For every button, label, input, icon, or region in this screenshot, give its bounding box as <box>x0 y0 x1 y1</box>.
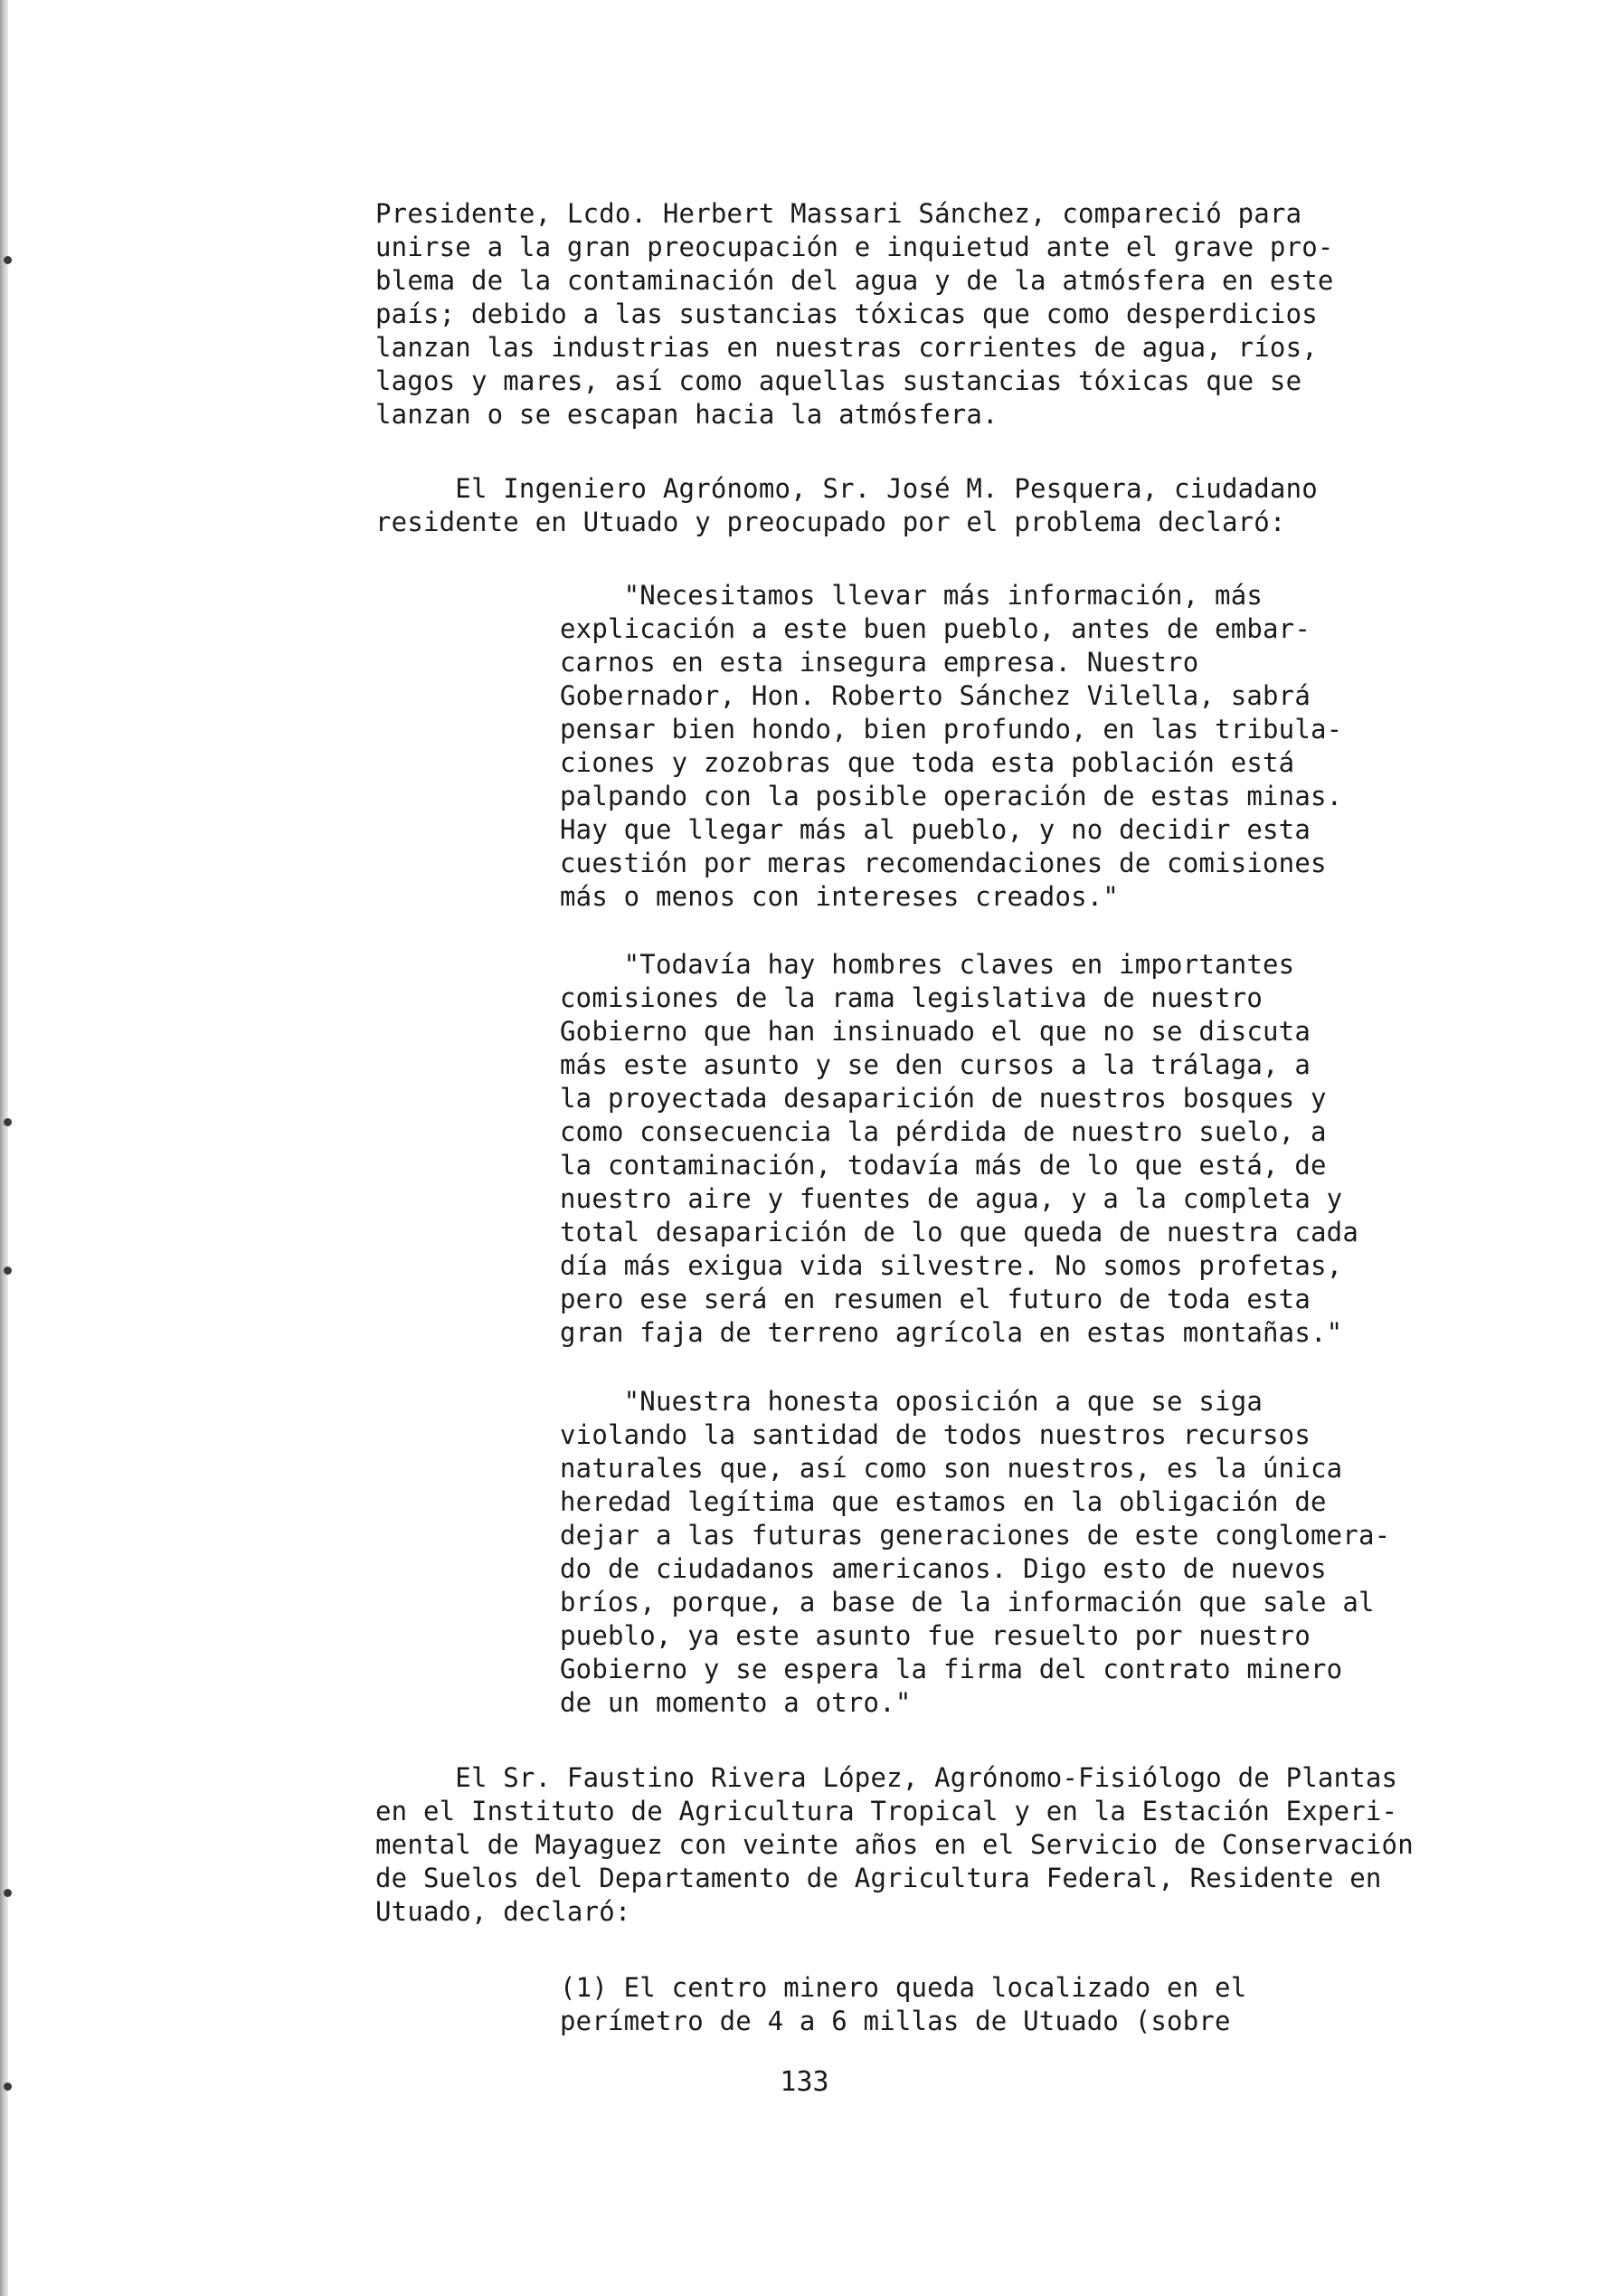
text-line: lanzan las industrias en nuestras corrientes de agua, ríos, <box>375 332 1318 363</box>
text-line: más o menos con intereses creados." <box>560 881 1120 912</box>
text-line: Gobernador, Hon. Roberto Sánchez Vilella, sabrá <box>560 680 1311 711</box>
text-line: Gobierno que han insinuado el que no se discuta <box>560 1016 1311 1047</box>
text-line: lagos y mares, así como aquellas sustancias tóxicas que se <box>375 365 1302 396</box>
text-line: mental de Mayaguez con veinte años en el Servicio de Conservación <box>375 1829 1414 1860</box>
text-line: más este asunto y se den cursos a la trálaga, a <box>560 1049 1311 1080</box>
text-line: naturales que, así como son nuestros, es la única <box>560 1453 1343 1484</box>
text-line: palpando con la posible operación de estas minas. <box>560 781 1343 811</box>
text-line: ciones y zozobras que toda esta población está <box>560 747 1295 778</box>
text-line: "Todavía hay hombres claves en importantes <box>560 949 1295 980</box>
text-line: El Sr. Faustino Rivera López, Agrónomo-Fisiólogo de Plantas <box>375 1762 1398 1793</box>
text-line: "Nuestra honesta oposición a que se siga <box>560 1386 1264 1417</box>
text-line: blema de la contaminación del agua y de la atmósfera en este <box>375 265 1334 296</box>
text-line: la proyectada desaparición de nuestros bosques y <box>560 1083 1327 1114</box>
text-line: como consecuencia la pérdida de nuestro suelo, a <box>560 1116 1327 1147</box>
text-line: Hay que llegar más al pueblo, y no decidir esta <box>560 814 1311 845</box>
text-line: pueblo, ya este asunto fue resuelto por nuestro <box>560 1620 1311 1651</box>
text-line: (1) El centro minero queda localizado en el <box>560 1972 1247 2003</box>
text-line: explicación a este buen pueblo, antes de embar- <box>560 613 1311 644</box>
text-line: nuestro aire y fuentes de agua, y a la completa y <box>560 1183 1343 1214</box>
text-line: comisiones de la rama legislativa de nuestro <box>560 982 1264 1013</box>
text-line: de un momento a otro." <box>560 1687 912 1718</box>
text-line: perímetro de 4 a 6 millas de Utuado (sobre <box>560 2006 1231 2036</box>
page-number: 133 <box>780 2066 829 2098</box>
text-line: El Ingeniero Agrónomo, Sr. José M. Pesquera, ciudadano <box>375 473 1318 504</box>
text-line: "Necesitamos llevar más información, más <box>560 580 1264 611</box>
text-line: violando la santidad de todos nuestros recursos <box>560 1419 1311 1450</box>
text-line: pensar bien hondo, bien profundo, en las tribula- <box>560 714 1343 745</box>
text-line: de Suelos del Departamento de Agricultura Federal, Residente en <box>375 1863 1382 1893</box>
text-line: bríos, porque, a base de la información que sale al <box>560 1587 1375 1618</box>
text-line: gran faja de terreno agrícola en estas montañas." <box>560 1317 1343 1348</box>
text-line: residente en Utuado y preocupado por el problema declaró: <box>375 507 1286 537</box>
text-line: heredad legítima que estamos en la obligación de <box>560 1486 1327 1517</box>
text-line: unirse a la gran preocupación e inquietud ante el grave pro- <box>375 232 1334 262</box>
text-line: cuestión por meras recomendaciones de comisiones <box>560 848 1327 878</box>
text-line: do de ciudadanos americanos. Digo esto de nuevos <box>560 1553 1327 1584</box>
text-line: dejar a las futuras generaciones de este conglomera- <box>560 1520 1391 1551</box>
text-line: pero ese será en resumen el futuro de toda esta <box>560 1284 1311 1314</box>
text-line: en el Instituto de Agricultura Tropical y en la Estación Experi- <box>375 1796 1398 1826</box>
text-line: país; debido a las sustancias tóxicas que como desperdicios <box>375 299 1318 329</box>
text-line: Gobierno y se espera la firma del contrato minero <box>560 1654 1343 1684</box>
text-line: lanzan o se escapan hacia la atmósfera. <box>375 399 999 430</box>
text-line: Presidente, Lcdo. Herbert Massari Sánchez, compareció para <box>375 198 1302 229</box>
text-line: Utuado, declaró: <box>375 1896 631 1927</box>
text-line: carnos en esta insegura empresa. Nuestro <box>560 647 1199 678</box>
text-line: día más exigua vida silvestre. No somos profetas, <box>560 1250 1343 1281</box>
text-line: total desaparición de lo que queda de nuestra cada <box>560 1217 1358 1248</box>
text-line: la contaminación, todavía más de lo que está, de <box>560 1150 1327 1181</box>
